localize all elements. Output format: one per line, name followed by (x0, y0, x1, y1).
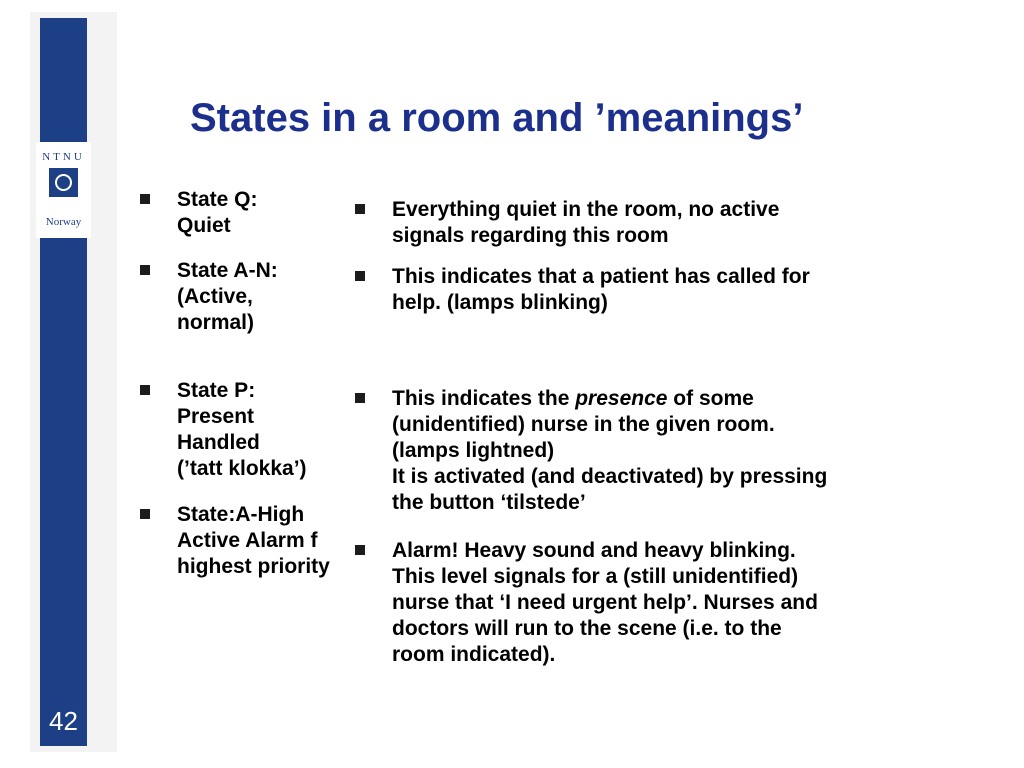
meaning-line: help. (lamps blinking) (392, 291, 608, 314)
state-line: Handled (177, 431, 260, 454)
state-line: Present (177, 405, 255, 428)
meaning-line: the button ‘tilstede’ (392, 491, 586, 514)
bullet-square-icon (140, 194, 150, 204)
meaning-line (392, 386, 827, 412)
meaning-line: Alarm! Heavy sound and heavy blinking. (392, 539, 796, 562)
state-line: State Q: (177, 188, 258, 211)
meaning-line: Everything quiet in the room, no active (392, 198, 780, 221)
bullet-square-icon (140, 265, 150, 275)
state-line: Active Alarm f (177, 529, 318, 552)
logo-mark-icon (49, 168, 78, 197)
meaning-line: nurse that ‘I need urgent help’. Nurses and (392, 591, 818, 614)
meaning-emphasis: presence (575, 387, 668, 410)
logo-bottom-text: Norway (45, 216, 82, 228)
state-line: State P: (177, 379, 256, 402)
meaning-text: of some (667, 387, 754, 410)
bullet-square-icon (355, 271, 365, 281)
meaning-line: signals regarding this room (392, 224, 669, 247)
state-line: State A-N: (177, 259, 278, 282)
bullet-square-icon (140, 385, 150, 395)
bullet-square-icon (140, 509, 150, 519)
slide-title: States in a room and ’meanings’ (190, 96, 804, 140)
slide-number: 42 (49, 706, 78, 736)
state-line: normal) (177, 311, 255, 334)
bullet-square-icon (355, 204, 365, 214)
meaning-line: It is activated (and deactivated) by pressing (392, 465, 828, 488)
meaning-line: This level signals for a (still unidentified) (392, 565, 799, 588)
state-line: State:A-High (177, 503, 305, 526)
logo-top-text: NTNU (42, 151, 85, 163)
bullet-square-icon (355, 393, 365, 403)
bullet-square-icon (355, 545, 365, 555)
meaning-line: (lamps lightned) (392, 439, 555, 462)
meaning-line: doctors will run to the scene (i.e. to the (392, 617, 782, 640)
state-line: Quiet (177, 214, 231, 237)
ntnu-logo (36, 142, 91, 238)
state-line: (’tatt klokka’) (177, 457, 307, 480)
state-line: (Active, (177, 285, 253, 308)
meaning-line: This indicates that a patient has called for (392, 265, 810, 288)
state-line: highest priority (177, 555, 330, 578)
meaning-text: This indicates the (392, 387, 576, 410)
meaning-line: room indicated). (392, 643, 556, 666)
side-bar (40, 18, 87, 746)
meaning-line: (unidentified) nurse in the given room. (392, 413, 775, 436)
